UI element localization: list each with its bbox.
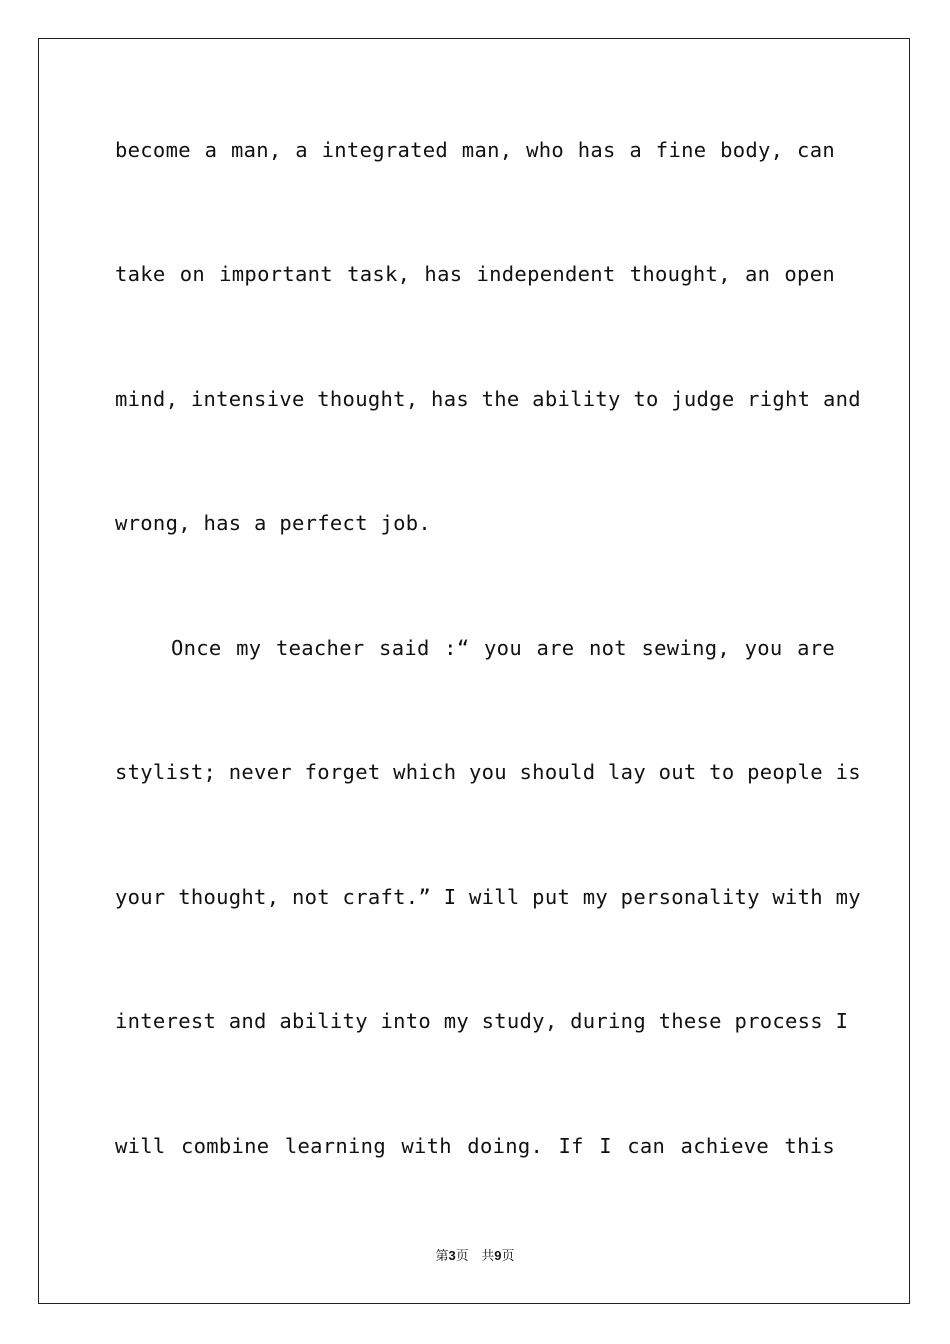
- page-prefix: 第: [435, 1249, 449, 1264]
- page-suffix: 页: [455, 1249, 469, 1264]
- text-line: stylist; never forget which you should lay out to people is: [115, 760, 861, 784]
- paragraph-first-line: Once my teacher said :“ you are not sewing, you are: [171, 636, 835, 660]
- current-page-number: 3: [448, 1248, 456, 1263]
- text-line: your thought, not craft.” I will put my personality with my: [115, 885, 861, 909]
- text-line: will combine learning with doing. If I can achieve this: [115, 1134, 835, 1158]
- text-line: interest and ability into my study, during these process I: [115, 1009, 849, 1033]
- total-pages-number: 9: [494, 1248, 502, 1263]
- text-line: take on important task, has independent thought, an open: [115, 262, 835, 286]
- total-prefix: 共: [481, 1249, 495, 1264]
- page-border: [38, 38, 910, 1304]
- text-line: wrong, has a perfect job.: [115, 511, 432, 535]
- page-footer: [0, 1247, 950, 1266]
- text-line: become a man, a integrated man, who has a fine body, can: [115, 138, 835, 162]
- text-line: mind, intensive thought, has the ability to judge right and: [115, 387, 861, 411]
- total-suffix: 页: [501, 1249, 515, 1264]
